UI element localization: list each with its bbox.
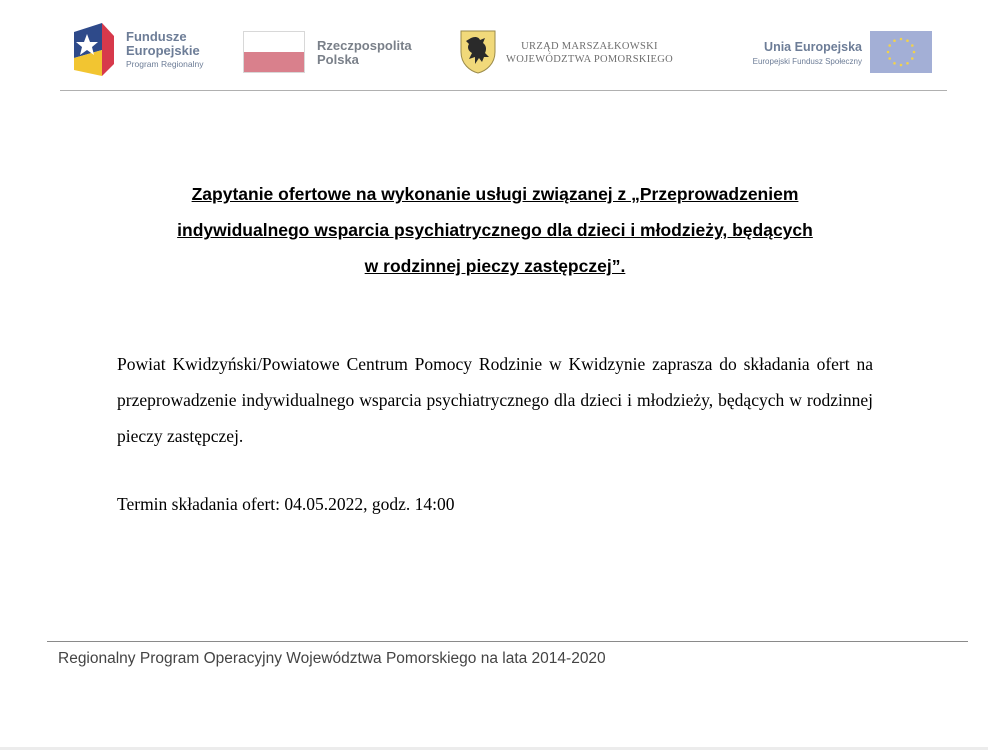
unia-line1: Unia Europejska [764,40,862,54]
urzad-line1: URZĄD MARSZAŁKOWSKI [521,41,658,52]
rzeczpospolita-line2: Polska [317,51,359,67]
unia-text [730,40,862,67]
title-line-3: w rodzinnej pieczy zastępczej”. [364,256,626,276]
unia-europejska-logo [730,18,940,82]
fundusze-line2: Europejskie [126,43,200,58]
offer-deadline: Termin składania ofert: 04.05.2022, godz. 14:00 [117,494,455,514]
footer-divider [47,641,968,642]
header-divider [60,90,947,91]
fundusze-europejskie-logo [72,18,232,82]
polish-flag-icon [243,31,305,73]
urzad-text [506,40,673,66]
fundusze-text [126,30,203,69]
logo-header [60,18,947,90]
fundusze-line3: Program Regionalny [126,59,204,69]
rzeczpospolita-text [317,39,412,66]
rzeczpospolita-line1: Rzeczpospolita [317,38,412,53]
urzad-line2: WOJEWÓDZTWA POMORSKIEGO [506,54,674,66]
title-line-1: Zapytanie ofertowe na wykonanie usługi związanej z „Przeprowadzeniem [191,184,799,204]
urzad-marszalkowski-logo [460,18,700,82]
fundusze-star-icon [72,18,116,82]
rzeczpospolita-polska-logo [243,18,443,82]
eu-flag-icon [870,31,932,73]
title-line-2: indywidualnego wsparcia psychiatrycznego dla dzieci i młodzieży, będących [177,220,813,240]
document-title [100,176,890,284]
griffin-coat-of-arms-icon [460,30,496,74]
fundusze-line1: Fundusze [126,29,187,44]
unia-line2: Europejski Fundusz Społeczny [752,57,862,67]
body-paragraph: Powiat Kwidzyński/Powiatowe Centrum Pomocy Rodzinie w Kwidzynie zaprasza do składania ofert na przeprowadzenie indywidualnego wsparcia psychiatrycznego dla dzieci i młodzieży, będących w rodzinnej pieczy zastępczej. [117,354,873,446]
footer-text: Regionalny Program Operacyjny Województwa Pomorskiego na lata 2014-2020 [58,650,606,667]
